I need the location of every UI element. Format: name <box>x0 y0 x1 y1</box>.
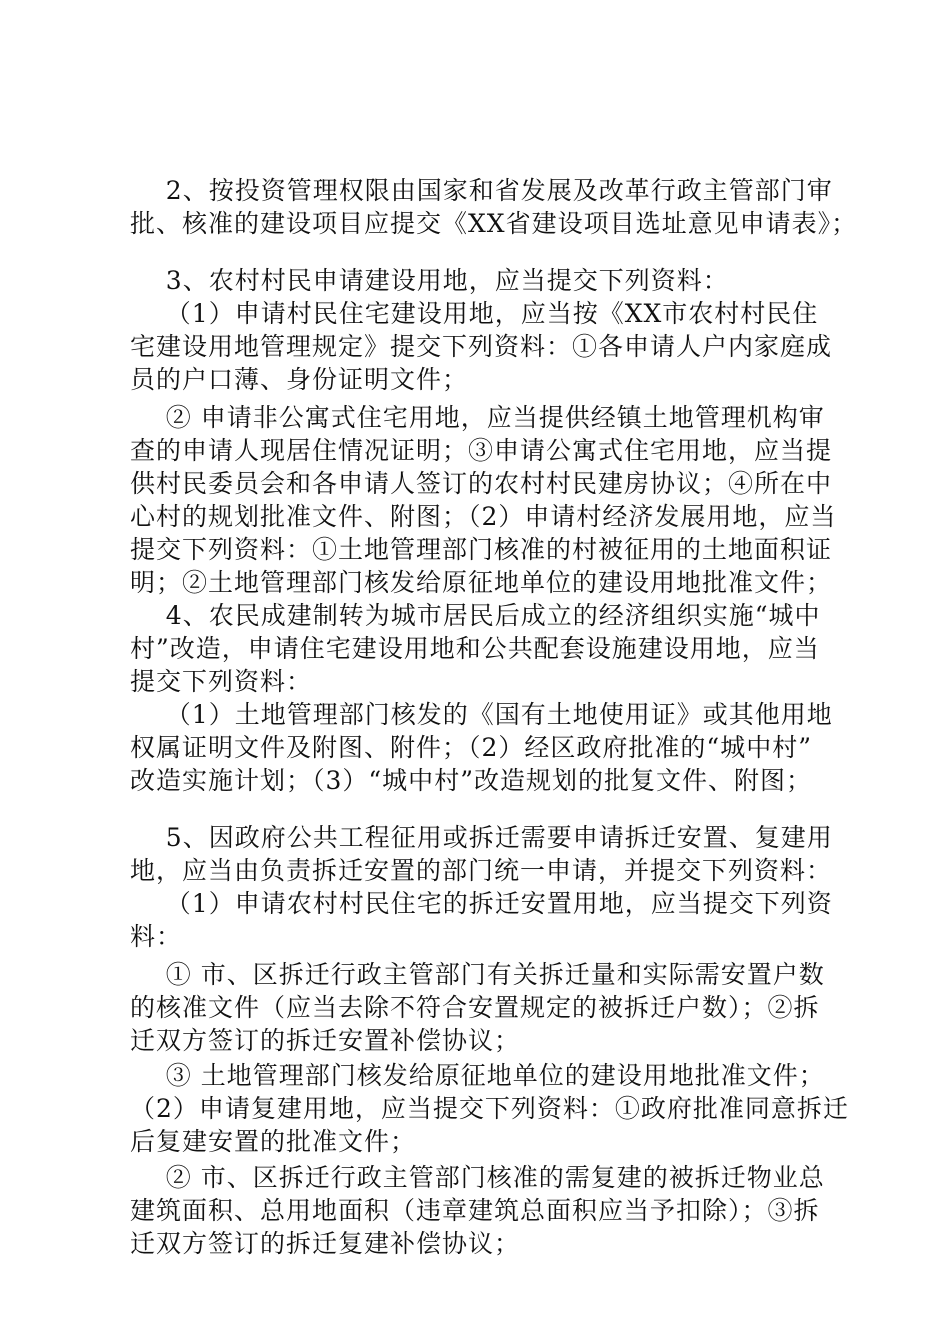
text-line: 3、农村村民申请建设用地，应当提交下列资料： <box>130 266 729 295</box>
text-line: 员的户口薄、身份证明文件； <box>130 365 469 394</box>
text-line: ② 申请非公寓式住宅用地，应当提供经镇土地管理机构审 <box>130 403 825 432</box>
text-line: 地，应当由负责拆迁安置的部门统一申请，并提交下列资料： <box>130 856 833 885</box>
text-line: ① 市、区拆迁行政主管部门有关拆迁量和实际需安置户数 <box>130 960 825 989</box>
text-line: （1）土地管理部门核发的《国有土地使用证》或其他用地 <box>130 700 833 729</box>
text-line: （2）申请复建用地，应当提交下列资料：①政府批准同意拆迁 <box>130 1094 849 1123</box>
text-line: 供村民委员会和各申请人签订的农村村民建房协议；④所在中 <box>130 469 833 498</box>
text-line: 建筑面积、总用地面积（违章建筑总面积应当予扣除）；③拆 <box>130 1196 820 1225</box>
text-line: ② 市、区拆迁行政主管部门核准的需复建的被拆迁物业总 <box>130 1163 825 1192</box>
text-line: ③ 土地管理部门核发给原征地单位的建设用地批准文件； <box>130 1061 825 1090</box>
text-line: 提交下列资料： <box>130 667 313 696</box>
text-line: 宅建设用地管理规定》提交下列资料：①各申请人户内家庭成 <box>130 332 833 361</box>
text-line: 4、农民成建制转为城市居民后成立的经济组织实施“城中 <box>130 601 821 630</box>
text-line: 心村的规划批准文件、附图；（2）申请村经济发展用地，应当 <box>130 502 837 531</box>
text-line: 5、因政府公共工程征用或拆迁需要申请拆迁安置、复建用 <box>130 823 833 852</box>
text-line: 村”改造，申请住宅建设用地和公共配套设施建设用地，应当 <box>130 634 820 663</box>
text-line: （1）申请农村村民住宅的拆迁安置用地，应当提交下列资 <box>130 889 833 918</box>
text-line: 明；②土地管理部门核发给原征地单位的建设用地批准文件； <box>130 568 833 597</box>
text-line: （1）申请村民住宅建设用地，应当按《XX市农村村民住 <box>130 299 819 328</box>
text-line: 2、按投资管理权限由国家和省发展及改革行政主管部门审 <box>130 176 833 205</box>
text-line: 改造实施计划；（3）“城中村”改造规划的批复文件、附图； <box>130 766 812 795</box>
text-line: 迁双方签订的拆迁安置补偿协议； <box>130 1026 521 1055</box>
text-line: 料： <box>130 922 183 951</box>
text-line: 权属证明文件及附图、附件；（2）经区政府批准的“城中村” <box>130 733 812 762</box>
text-line: 批、核准的建设项目应提交《XX省建设项目选址意见申请表》； <box>130 209 858 238</box>
text-line: 查的申请人现居住情况证明；③申请公寓式住宅用地，应当提 <box>130 436 833 465</box>
text-line: 后复建安置的批准文件； <box>130 1127 417 1156</box>
text-line: 迁双方签订的拆迁复建补偿协议； <box>130 1229 521 1258</box>
text-line: 提交下列资料：①土地管理部门核准的村被征用的土地面积证 <box>130 535 833 564</box>
text-line: 的核准文件（应当去除不符合安置规定的被拆迁户数）；②拆 <box>130 993 820 1022</box>
